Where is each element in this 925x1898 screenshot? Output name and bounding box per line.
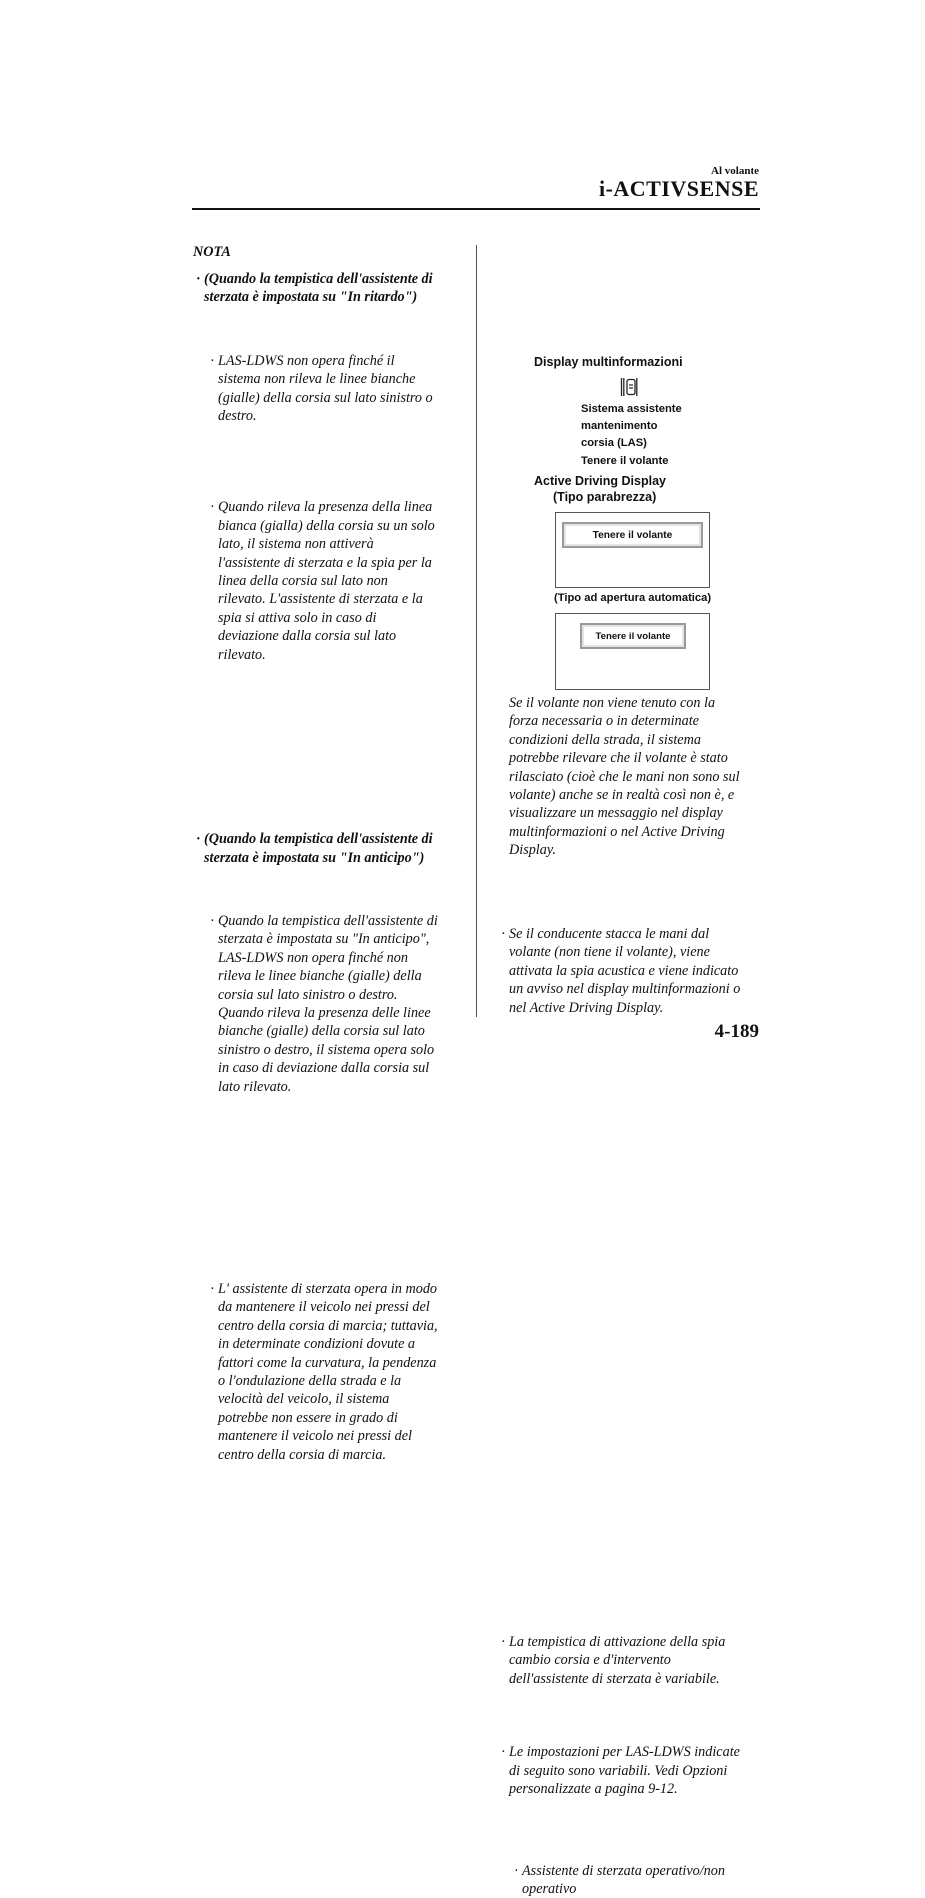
- popup-message-box: [580, 623, 686, 649]
- popup-type-label: (Tipo ad apertura automatica): [554, 592, 711, 604]
- popup-message: Tenere il volante: [596, 631, 671, 642]
- lane-keep-steering-icon: [620, 377, 638, 397]
- header-rule: [192, 208, 760, 210]
- intro-paragraph: · Se il conducente stacca le mani dal volante (non tiene il volante), viene attivata la spia acustica e viene indicato un avviso nel display multinformazioni o nel Active Driving Display.: [509, 925, 765, 1017]
- windshield-message: Tenere il volante: [593, 530, 673, 541]
- note-item-early-1: · Quando la tempistica dell'assistente di sterzata è impostata su "In anticipo", LAS-LDWS non opera finché non rileva le linee bianche (gialle) della corsia sul lato sinistro o destro. Quando rileva la presenza delle linee bianche (gialle) della corsia sul lato sinistro o destro, il sistema opera solo in caso di deviazione dalla corsia sul lato rilevato.: [218, 912, 468, 1096]
- bullet-settings: · Le impostazioni per LAS-LDWS indicate di seguito sono variabili. Vedi Opzioni personalizzate a pagina 9-12.: [509, 1743, 765, 1798]
- multi-info-display-message: Sistema assistente mantenimento corsia (LAS) Tenere il volante: [581, 401, 761, 470]
- popup-display-frame: [555, 613, 710, 690]
- column-divider: [476, 245, 477, 1017]
- multi-info-display-title: Display multinformazioni: [534, 355, 683, 369]
- section-label: Al volante: [711, 165, 759, 177]
- bullet-timing: · La tempistica di attivazione della spia cambio corsia e d'intervento dell'assistente di sterzata è variabile.: [509, 1633, 765, 1688]
- chapter-title: i-ACTIVSENSE: [599, 176, 759, 202]
- note-group-heading-late: · (Quando la tempistica dell'assistente di sterzata è impostata su "In ritardo"): [204, 270, 466, 307]
- note-item-late-1: · LAS-LDWS non opera finché il sistema non rileva le linee bianche (gialle) della corsia sul lato sinistro o destro.: [218, 352, 468, 426]
- after-figure-paragraph: Se il volante non viene tenuto con la forza necessaria o in determinate condizioni della strada, il sistema potrebbe rilevare che il volante è stato rilasciato (cioè che le mani non sono sul volante) anche se in realtà così non è, e visualizzare un messaggio nel display multinformazioni o nel Active Driving Display.: [509, 694, 765, 860]
- sub-bullet-steering-assist: · Assistente di sterzata operativo/non operativo: [522, 1862, 762, 1898]
- windshield-message-box: [562, 522, 703, 548]
- note-item-early-2: · L' assistente di sterzata opera in modo da mantenere il veicolo nei pressi del centro della corsia di marcia; tuttavia, in determinate condizioni dovute a fattori come la curvatura, la pendenza o l'ondulazione della strada e la velocità del veicolo, il sistema potrebbe non essere in grado di mantenere il veicolo nei pressi del centro della corsia di marcia.: [218, 1280, 468, 1464]
- windshield-display-frame: [555, 512, 710, 588]
- active-driving-display-title: Active Driving Display: [534, 474, 666, 488]
- note-item-late-2: · Quando rileva la presenza della linea bianca (gialla) della corsia su un solo lato, il sistema non attiverà l'assistente di sterzata e la spia per la linea della corsia sul lato non rilevato. L'assistente di sterzata e la spia si attiva solo in caso di deviazione dalla corsia sul lato rilevato.: [218, 498, 468, 664]
- page-number: 4-189: [715, 1021, 759, 1043]
- windshield-type-label: (Tipo parabrezza): [553, 490, 656, 504]
- note-group-heading-early: · (Quando la tempistica dell'assistente di sterzata è impostata su "In anticipo"): [204, 830, 466, 867]
- note-heading: NOTA: [193, 244, 231, 261]
